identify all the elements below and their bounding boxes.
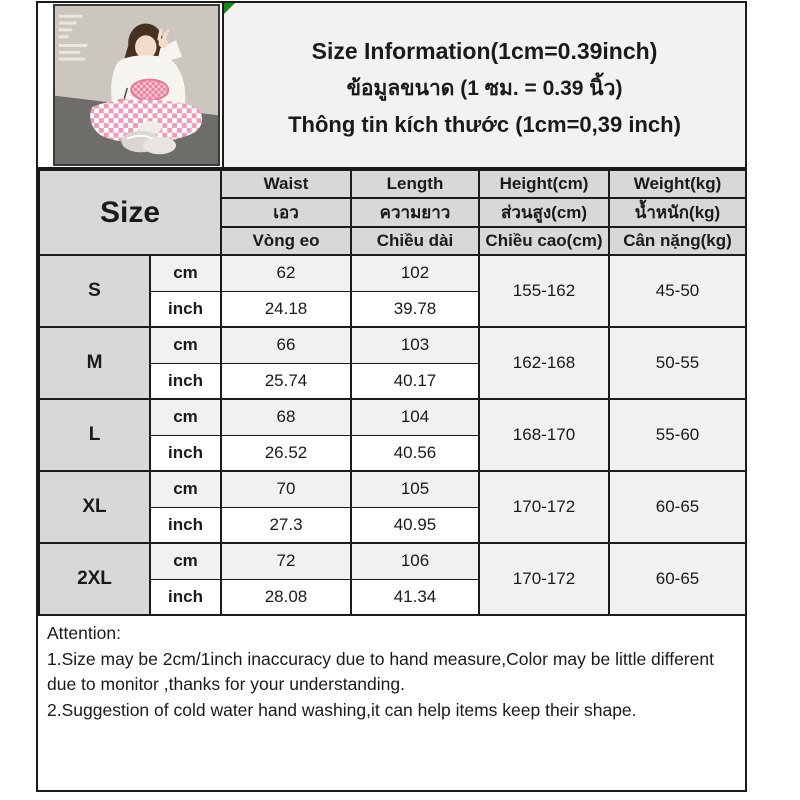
table-row-2xl-cm xyxy=(39,543,746,579)
length-inch-xl: 40.95 xyxy=(351,507,479,543)
table-row-xl-cm xyxy=(39,471,746,507)
title-block xyxy=(222,3,745,167)
size-table xyxy=(38,169,747,616)
height-l: 168-170 xyxy=(479,399,609,471)
header-waist-en: Waist xyxy=(221,170,351,198)
header-length-th: ความยาว xyxy=(351,198,479,227)
title-thai: ข้อมูลขนาด (1 ซม. = 0.39 นิ้ว) xyxy=(346,77,623,100)
length-cm-s: 102 xyxy=(351,255,479,291)
unit-cm: cm xyxy=(150,543,221,579)
header-weight-th: น้ำหนัก(kg) xyxy=(609,198,746,227)
size-label-l: L xyxy=(39,399,150,471)
length-inch-l: 40.56 xyxy=(351,435,479,471)
waist-inch-xl: 27.3 xyxy=(221,507,351,543)
unit-inch: inch xyxy=(150,579,221,615)
height-s: 155-162 xyxy=(479,255,609,327)
unit-inch: inch xyxy=(150,363,221,399)
table-row-l-cm xyxy=(39,399,746,435)
weight-xl: 60-65 xyxy=(609,471,746,543)
length-cm-l: 104 xyxy=(351,399,479,435)
waist-inch-2xl: 28.08 xyxy=(221,579,351,615)
attention-notes xyxy=(38,616,745,790)
unit-inch: inch xyxy=(150,291,221,327)
product-photo xyxy=(53,4,220,166)
weight-l: 55-60 xyxy=(609,399,746,471)
waist-cm-s: 62 xyxy=(221,255,351,291)
header-waist-vi: Vòng eo xyxy=(221,227,351,255)
header-weight-en: Weight(kg) xyxy=(609,170,746,198)
length-inch-2xl: 41.34 xyxy=(351,579,479,615)
size-label-2xl: 2XL xyxy=(39,543,150,615)
header-weight-vi: Cân nặng(kg) xyxy=(609,227,746,255)
header-length-vi: Chiều dài xyxy=(351,227,479,255)
table-row-s-cm xyxy=(39,255,746,291)
unit-inch: inch xyxy=(150,507,221,543)
unit-cm: cm xyxy=(150,327,221,363)
size-label-m: M xyxy=(39,327,150,399)
header-height-vi: Chiều cao(cm) xyxy=(479,227,609,255)
title-vietnamese: Thông tin kích thước (1cm=0,39 inch) xyxy=(288,112,681,137)
unit-cm: cm xyxy=(150,255,221,291)
unit-cm: cm xyxy=(150,471,221,507)
unit-inch: inch xyxy=(150,435,221,471)
length-cm-xl: 105 xyxy=(351,471,479,507)
waist-cm-2xl: 72 xyxy=(221,543,351,579)
waist-inch-m: 25.74 xyxy=(221,363,351,399)
waist-cm-l: 68 xyxy=(221,399,351,435)
table-row-m-cm xyxy=(39,327,746,363)
height-xl: 170-172 xyxy=(479,471,609,543)
header-waist-th: เอว xyxy=(221,198,351,227)
product-photo-illustration xyxy=(55,6,218,164)
header-length-en: Length xyxy=(351,170,479,198)
waist-cm-xl: 70 xyxy=(221,471,351,507)
attention-heading: Attention: xyxy=(47,623,121,643)
header-height-th: ส่วนสูง(cm) xyxy=(479,198,609,227)
header-height-en: Height(cm) xyxy=(479,170,609,198)
height-2xl: 170-172 xyxy=(479,543,609,615)
length-cm-m: 103 xyxy=(351,327,479,363)
attention-line-2: 2.Suggestion of cold water hand washing,it can help items keep their shape. xyxy=(47,700,637,721)
attention-line-1: 1.Size may be 2cm/1inch inaccuracy due to hand measure,Color may be little different due to monitor ,thanks for your understanding. xyxy=(47,648,714,695)
waist-inch-s: 24.18 xyxy=(221,291,351,327)
length-cm-2xl: 106 xyxy=(351,543,479,579)
unit-cm: cm xyxy=(150,399,221,435)
title-english: Size Information(1cm=0.39inch) xyxy=(311,38,658,64)
weight-2xl: 60-65 xyxy=(609,543,746,615)
length-inch-s: 39.78 xyxy=(351,291,479,327)
length-inch-m: 40.17 xyxy=(351,363,479,399)
header-row-english xyxy=(39,170,746,198)
weight-m: 50-55 xyxy=(609,327,746,399)
weight-s: 45-50 xyxy=(609,255,746,327)
height-m: 162-168 xyxy=(479,327,609,399)
top-section xyxy=(38,3,745,169)
size-label-xl: XL xyxy=(39,471,150,543)
waist-inch-l: 26.52 xyxy=(221,435,351,471)
size-label-s: S xyxy=(39,255,150,327)
green-corner-marker-icon xyxy=(224,3,235,14)
waist-cm-m: 66 xyxy=(221,327,351,363)
photo-cell xyxy=(38,3,222,167)
size-corner-cell: Size xyxy=(39,170,221,255)
size-chart-sheet xyxy=(36,1,747,792)
